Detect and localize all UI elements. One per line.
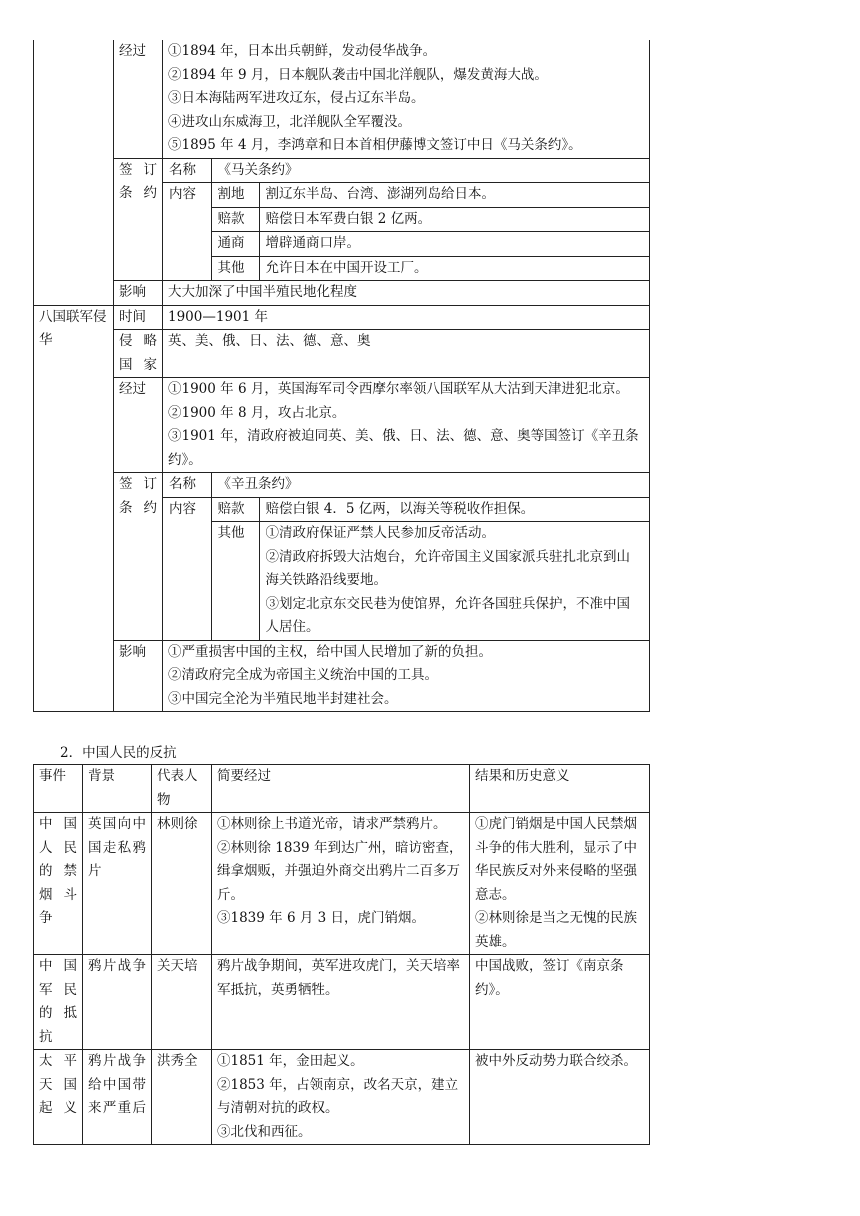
- list-item: 鸦片战争期间，英军进攻虎门，关天培率军抵抗，英勇牺牲。: [217, 958, 460, 998]
- list-item: ①1900 年 6 月，英国海军司令西摩尔率领八国联军从大沽到天津进犯北京。: [168, 381, 629, 397]
- list-item: ⑤1895 年 4 月，李鸿章和日本首相伊藤博文签订中日《马关条约》。: [168, 137, 582, 153]
- result-cell: [470, 955, 650, 1050]
- term-value: 允许日本在中国开设工厂。: [259, 256, 649, 280]
- row-label: 时间: [114, 305, 163, 330]
- term-label: 其他: [211, 522, 259, 640]
- table-row: [34, 158, 650, 281]
- table-row: [34, 813, 650, 955]
- table-row: [34, 281, 650, 306]
- process-cell: [212, 813, 470, 955]
- treaty-name-label: 名称: [163, 159, 211, 183]
- term-label: 赔款: [211, 207, 259, 232]
- list-item: ③1901 年，清政府被迫同英、美、俄、日、法、德、意、奥等国签订《辛丑条约》。: [168, 428, 639, 468]
- background-cell: 英国向中国走私鸦片: [83, 813, 152, 955]
- row-label: 影响: [114, 281, 163, 306]
- table-row: [34, 640, 650, 712]
- background-cell: 鸦片战争: [83, 955, 152, 1050]
- column-header: 结果和历史意义: [470, 765, 650, 813]
- list-item: ①1851 年，金田起义。: [217, 1053, 364, 1069]
- term-value: 割辽东半岛、台湾、澎湖列岛给日本。: [259, 183, 649, 208]
- list-item: ③划定北京东交民巷为使馆界，允许各国驻兵保护，不准中国人居住。: [265, 595, 630, 635]
- list-item: ②清政府完全成为帝国主义统治中国的工具。: [168, 667, 438, 683]
- event-name: 八国联军侵华: [34, 305, 114, 712]
- row-label: 签订条约: [114, 473, 163, 641]
- table-row: [34, 1050, 650, 1145]
- list-item: ②1894 年 9 月，日本舰队袭击中国北洋舰队，爆发黄海大战。: [168, 66, 548, 83]
- row-label: 签订条约: [114, 158, 163, 281]
- term-label: 其他: [211, 256, 259, 280]
- result-cell: [470, 1050, 650, 1145]
- list-item: ②林则徐 1839 年到达广州，暗访密查，缉拿烟贩，并强迫外商交出鸦片二百多万斤。: [217, 839, 463, 903]
- term-label: 割地: [211, 183, 259, 208]
- row-label: 影响: [114, 640, 163, 712]
- table-header-row: [34, 765, 650, 813]
- list-item: ③北伐和西征。: [217, 1123, 312, 1140]
- column-header: 代表人物: [152, 765, 212, 813]
- column-header: 事件: [34, 765, 83, 813]
- treaty-name: 《辛丑条约》: [217, 476, 299, 492]
- list-item: ①虎门销烟是中国人民禁烟斗争的伟大胜利，显示了中华民族反对外来侵略的坚强意志。: [475, 816, 637, 903]
- term-label: 赔款: [211, 497, 259, 522]
- section-heading: 2．中国人民的反抗: [60, 745, 177, 761]
- term-value: 赔偿日本军费白银 2 亿两。: [259, 207, 649, 232]
- impact-text: 大大加深了中国半殖民地化程度: [163, 281, 650, 306]
- list-item: ②清政府拆毁大沽炮台，允许帝国主义国家派兵驻扎北京到山海关铁路沿线要地。: [265, 548, 630, 588]
- impact-list: [163, 640, 650, 712]
- table-row: [34, 330, 650, 378]
- time-value: 1900—1901 年: [163, 305, 650, 330]
- list-item: ②1853 年，占领南京，改名天京，建立与清朝对抗的政权。: [217, 1076, 459, 1116]
- list-item: 被中外反动势力联合绞杀。: [475, 1053, 637, 1069]
- list-item: ③日本海陆两军进攻辽东，侵占辽东半岛。: [168, 90, 425, 106]
- treaty-cell: [163, 473, 650, 641]
- list-item: ①严重损害中国的主权，给中国人民增加了新的负担。: [168, 643, 492, 660]
- person-cell: 林则徐: [152, 813, 212, 955]
- list-item: ①1894 年，日本出兵朝鲜，发动侵华战争。: [168, 43, 437, 59]
- treaty-content-label: 内容: [163, 183, 211, 281]
- list-item: ④进攻山东威海卫，北洋舰队全军覆没。: [168, 113, 411, 130]
- list-item: ③中国完全沦为半殖民地半封建社会。: [168, 690, 398, 707]
- table-row: [34, 378, 650, 473]
- term-value: 增辟通商口岸。: [259, 232, 649, 257]
- treaty-name: 《马关条约》: [217, 161, 299, 178]
- treaty-name-label: 名称: [163, 473, 211, 497]
- invasion-table: [33, 40, 650, 712]
- treaty-table: [163, 159, 649, 281]
- process-list: [163, 40, 650, 158]
- term-value: [259, 522, 649, 640]
- row-label: 侵略国家: [114, 330, 163, 378]
- list-item: 中国战败，签订《南京条约》。: [475, 958, 624, 998]
- person-cell: 洪秀全: [152, 1050, 212, 1145]
- process-list: [163, 378, 650, 473]
- list-item: ②林则徐是当之无愧的民族英雄。: [475, 910, 637, 950]
- row-label: 经过: [114, 40, 163, 158]
- event-cell: 中国人民的禁烟斗争: [34, 813, 83, 955]
- background-cell: 鸦片战争给中国带来严重后: [83, 1050, 152, 1145]
- event-cell: 中国军民的抵抗: [34, 955, 83, 1050]
- list-item: ①林则徐上书道光帝，请求严禁鸦片。: [217, 816, 447, 832]
- list-item: ②1900 年 8 月，攻占北京。: [168, 404, 346, 421]
- table-row: [34, 955, 650, 1050]
- treaty-cell: [163, 158, 650, 281]
- person-cell: 关天培: [152, 955, 212, 1050]
- treaty-content-label: 内容: [163, 497, 211, 640]
- list-item: ①清政府保证严禁人民参加反帝活动。: [265, 525, 495, 541]
- list-item: ③1839 年 6 月 3 日，虎门销烟。: [217, 910, 425, 926]
- resistance-table: [33, 764, 650, 1145]
- table-row: [34, 473, 650, 641]
- term-value: 赔偿白银 4．5 亿两，以海关等税收作担保。: [259, 497, 649, 522]
- table-row: [34, 305, 650, 330]
- treaty-table: [163, 473, 649, 640]
- result-cell: [470, 813, 650, 955]
- term-label: 通商: [211, 232, 259, 257]
- process-cell: [212, 1050, 470, 1145]
- row-label: 经过: [114, 378, 163, 473]
- invaders-value: 英、美、俄、日、法、德、意、奥: [163, 330, 650, 378]
- column-header: 简要经过: [212, 765, 470, 813]
- table-row: [34, 40, 650, 158]
- event-cell: [34, 40, 114, 305]
- event-cell: 太平天国起义: [34, 1050, 83, 1145]
- column-header: 背景: [83, 765, 152, 813]
- process-cell: [212, 955, 470, 1050]
